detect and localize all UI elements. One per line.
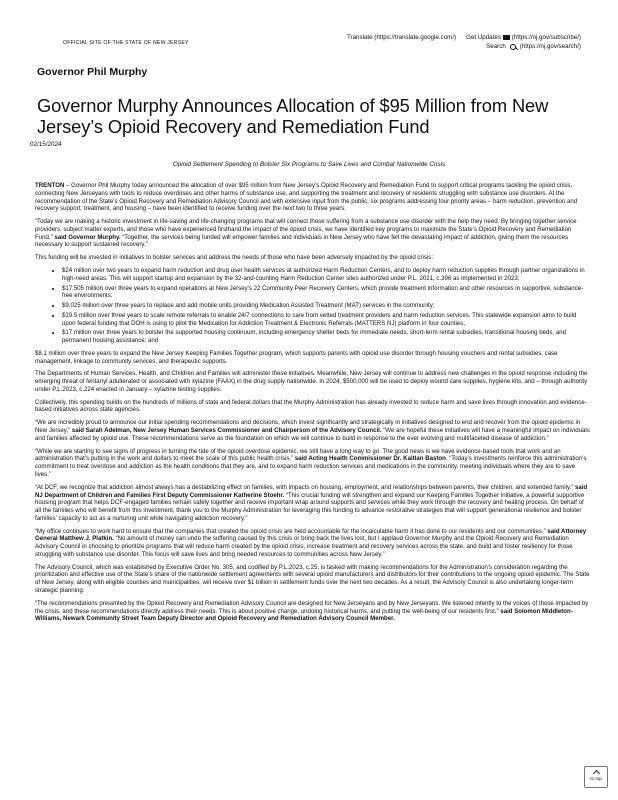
list-item: • $24 million over two years to expand harm reduction and drug user health services at authorized Harm Reduction Centers, and to deploy harm reduction supplies through partner organizations in high-need areas. This will support startup and expansion by the 32-and-counting Harm Reduction Center sites authorized under P.L. 2021, c.396 as implemented in 2023; [62,267,590,283]
paragraph: The Advisory Council, which was established by Executive Order No. 305, and codified by P.L.2023, c.25, is tasked with making recommendations for the Administration’s consideration regarding the prioritization and effective use of the State’s share of the nationwide settlement agreements with several opioid manufacturers and distributors for their contributions to the ongoing opioid epidemic. The State of New Jersey, along with eligible counties and municipalities, will receive over $1 billion in settlement funds over the next two decades. As a result, the Advisory Council is also undertaking longer-term strategic planning. [35,563,590,594]
get-updates-label: Get Updates [466,34,501,41]
site-brand[interactable]: Governor Phil Murphy [37,66,148,78]
back-to-top-button[interactable] [584,766,608,788]
paragraph [35,600,590,623]
quote-text: “The recommendations presented by the Opioid Recovery and Remediation Advisory Council are designed for New Jerseyans and by New Jerseyans. We listened intently to the voices of those impacted by the crisis, and these recommendations directly address their needs. This is about positive change, undoing historical harms, and putting the well-being of our residents first,” [35,599,589,615]
quote-attribution: said Sarah Adelman, New Jersey Human Services Commissioner and Chairperson of the Advisory Council. [70,427,382,435]
paragraph: This funding will be invested in initiatives to bolster services and address the needs of those who have been adversely impacted by the opioid crisis: [35,254,434,262]
paragraph: The Departments of Human Services, Health, and Children and Families will administer these initiatives. Meanwhile, New Jersey will continue to address new challenges in the opioid response including the emerging threat of fentanyl adulterated or associated with xylazine (FAAX) in the drug supply nationwide. In 2024, $500,000 will be used to deploy wound care supplies, hygiene kits, and – through authority under P.L.2023, c.224 enacted in January – xylazine testing supplies. [35,370,588,393]
paragraph [35,484,590,523]
article-subtitle: Opioid Settlement Spending to Bolster Six Programs to Save Lives and Combat Nationwide Crisis [172,161,446,168]
page-title: Governor Murphy Announces Allocation of $95 Million from New Jersey’s Opioid Recovery and Remediation Fund [37,95,549,137]
envelope-icon [503,35,510,40]
funding-list [35,267,590,345]
paragraph [35,528,590,559]
quote-text: “We are hopeful these initiatives will have a meaningful impact on individuals and families affected by opioid use. These recommendations serve as the foundation on which we will continue to build in response to the ever evolving and multifaceted disease of addiction.” [35,427,590,442]
translate-link[interactable]: Translate (https://translate.google.com/) [346,34,457,41]
quote-text: “No amount of money can undo the suffering caused by this crisis or bring back the lives lost, but I applaud Governor Murphy and the Opioid Recovery and Remediation Advisory Council in choosing to prioritize programs that will reduce harm created by the opioid crisis, increase treatment and recovery services across the state, and build and foster resiliency for those struggling with substance use disorder. This focus will save lives and bring needed resources to communities across New Jersey.” [35,535,573,558]
list-item: • $17.505 million over three years to expand operations at New Jersey’s 22 Community Peer Recovery Centers, which provide treatment information and other resources in supportive, substance-free environments; [62,285,590,301]
quote-text: “This crucial funding will strengthen and expand our Keeping Families Together Initiative, a powerful supportive housing program that helps DCF-engaged families remain safely together and receive important wrap around supports and services while they work through the recovery and healing process. On behalf of all the families who will benefit from this investment, thank you to the Murphy Administration for leveraging this funding to advance restorative strategies that will support generational resilience and bolster families’ capacity to act as a nurturing unit while navigating addiction recovery.” [35,491,585,522]
list-item: • $17 million over three years to bolster the supported housing continuum, including emergency shelter beds for immediate needs, short-term rental subsidies, transitional housing beds, and permanent housing assistance; and [62,329,590,345]
official-site-label: OFFICIAL SITE OF THE STATE OF NEW JERSEY [63,40,189,46]
quote-attribution: said NJ Department of Children and Families First Deputy Commissioner Katherine Stoehr. [35,483,588,499]
quote-text: “We are incredibly proud to announce our initial spending recommendations and decisions, which invest significantly and strategically in initiatives designed to end and recover from the opioid epidemic in New Jersey,” [35,419,581,435]
back-to-top-label: to top [590,776,602,781]
search-url: (https://nj.gov/search/) [519,43,581,50]
paragraph: $8.1 million over three years to expand the New Jersey Keeping Families Together program, which supports parents with opioid use disorder through housing vouchers and rental subsidies, case management, linkage to community services, and therapeutic supports. [35,349,558,365]
search-link[interactable] [486,42,581,51]
paragraph [35,448,590,479]
quote-text: “At DCF, we recognize that addiction almost always has a destabilizing effect on families, with impacts on housing, employment, and relationships between parents, their children, and extended family,” [35,483,574,491]
search-label: Search [486,43,506,50]
dateline: TRENTON [35,182,65,189]
paragraph [35,218,590,249]
paragraph-text: – Governor Phil Murphy today announced the allocation of over $95 million from New Jersey’s Opioid Recovery and Remediation Fund to support critical programs tackling the opioid crisis, connecting New Jerseyans with tools to reduce overdoses and other harms of substance use, and supporting the treatment and recovery of residents struggling with substance use disorders. At the recommendation of the State’s Opioid Recovery and Remediation Advisory Council and with extensive input from the public, six programs addressing four priority areas – harm reduction, prevention and recovery support, treatment, and housing – have been identified to receive funding over the next two to three years. [35,182,578,213]
quote-attribution: said Solomon Middleton-Williams, Newark Community Street Team Deputy Director and Opioid Recovery and Remediation Advisory Council Member. [35,607,573,623]
list-item: • $9.025 million over three years to replace and add mobile units providing Medication Assisted Treatment (MAT) services in the community; [62,302,590,310]
list-item: • $19.5 million over three years to scale remote referrals to enable 24/7 connections to care from vetted treatment providers and harm reduction services. This statewide expansion aims to build upon federal funding that DOH is using to pilot the Medication for Addiction Treatment & Electronic Referrals (MATTERS NJ) platform in four counties; [62,312,590,328]
get-updates-link[interactable] [466,33,581,42]
quote-text: . “Today’s investments reinforce this administration’s commitment to treat overdose and addiction as the health conditions that they are, and to expand harm reduction services and medications in the community, meeting individuals where they are to save lives.” [35,455,587,478]
quote-text: “My office continues to work hard to ensure that the companies that created the opioid crisis are held accountable for the incalculable harm it has done to our residents and our communities,” [35,527,546,535]
search-icon [510,44,516,50]
quote-text: “While we are starting to see signs of progress in turning the tide of the opioid overdose epidemic, we still have a long way to go. The good news is we have evidence-based tools that work and an administration that’s putting in the work and dollars to meet the scale of this public health crisis,” [35,447,561,463]
quote-attribution: said Attorney General Matthew J. Platkin. [35,527,587,543]
top-bar [0,0,618,60]
quote-text: “Together, the services being funded will empower families and individuals in New Jersey who have felt the devastating impact of addiction, giving them the resources necessary to support sustained recovery.” [35,233,569,249]
quote-attribution: said Governor Murphy. [52,233,121,241]
quote-attribution: said Acting Health Commissioner Dr. Kaitlan Baston [293,455,446,463]
paragraph [35,182,590,213]
paragraph [35,419,590,442]
get-updates-url: (https://nj.gov/subscribe/) [511,34,581,41]
article-body [35,182,590,628]
paragraph: Collectively, this spending builds on the hundreds of millions of state and federal dollars that the Murphy Administration has already invested to reduce harm and save lives through innovation and evidence-based initiatives across state agencies. [35,398,587,414]
utility-links [347,33,581,51]
quote-text: “Today we are making a historic investment in life-saving and life-changing programs that will connect those suffering from a substance use disorder with the help they need. By bringing together service providers, subject matter experts, and those who have experienced firsthand the impact of the opioid crisis, we have identified key programs to maximize the State’s Opioid Recovery and Remediation Fund,” [35,218,577,241]
publish-date: 02/15/2024 [30,141,62,148]
